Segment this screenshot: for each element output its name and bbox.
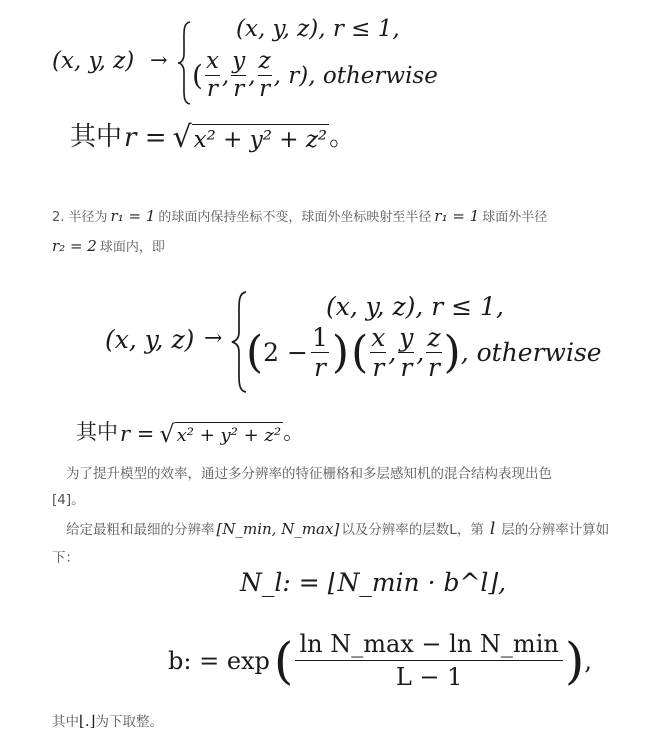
para2-text-d: 球面内，即 <box>99 240 165 255</box>
eq4-tail: , <box>584 646 592 675</box>
para5-prefix: 其中 <box>52 714 79 730</box>
para5 <box>52 710 163 730</box>
eq1-frac-r2: r <box>233 76 245 102</box>
eq2-frac-r2: r <box>400 353 413 382</box>
para3-line2: [4]。 <box>52 492 85 508</box>
para5-floor: ⌊.⌋ <box>79 712 96 730</box>
sqrt-icon: √ <box>172 120 192 155</box>
eq1-lhs: (x, y, z) <box>52 48 135 74</box>
para4-text-b: 以及分辨率的层数L，第 <box>341 522 484 538</box>
eq2-tail: , otherwise <box>460 338 602 367</box>
para2-text-b: 的球面内保持坐标不变，球面外坐标映射至半径 <box>158 210 432 225</box>
para4-text-c: 层的分辨率计算如 <box>501 522 610 538</box>
eq1-where-lhs: r = <box>124 123 167 153</box>
eq2-lhs: (x, y, z) <box>105 325 195 354</box>
para4-l: l <box>489 519 496 539</box>
equation-4: b: = exp ( $\frac{\text{ln N\_max − ln N\_min}}{L - 1}$ ) , <box>168 630 592 691</box>
eq2-where-prefix: 其中 <box>76 420 118 444</box>
eq2-case1: (x, y, z), r ≤ 1, <box>326 292 504 321</box>
left-brace-icon <box>176 20 192 106</box>
eq2-frac-r1: r <box>372 353 385 382</box>
eq2-frac-r0: r <box>313 353 326 382</box>
eq2-frac-r3: r <box>427 353 440 382</box>
eq1-frac-z: z <box>258 48 271 74</box>
para4-range: [N_min, N_max] <box>216 520 340 538</box>
eq1-frac-r1: r <box>206 76 218 102</box>
eq1-where-expr: x² + y² + z² <box>192 124 330 153</box>
equation-3 <box>240 568 506 597</box>
eq1-case1: (x, y, z), r ≤ 1, <box>236 16 400 42</box>
eq2-frac-x: x <box>371 323 386 352</box>
eq1-case2-tail: , r), otherwise <box>273 62 438 89</box>
eq1-case2: ( $\frac{x}{r}$ , $\frac{y}{r}$ , $\frac{z}{r}$ , r), otherwise <box>192 48 438 102</box>
eq2-where-end: 。 <box>283 420 305 444</box>
eq2-where-expr: x² + y² + z² <box>175 422 284 446</box>
eq1-frac-x: x <box>205 48 219 74</box>
para3-line1: 为了提升模型的效率，通过多分辨率的特征栅格和多层感知机的混合结构表现出色 <box>66 466 552 482</box>
para2-text-a: 2. 半径为 <box>52 210 108 225</box>
para2-line2 <box>52 236 165 255</box>
sqrt-icon: √ <box>159 420 175 448</box>
eq3-lhs: N_l: = <box>240 568 320 597</box>
para4-line2: 下： <box>52 550 79 566</box>
para4-text-a: 给定最粗和最细的分辨率 <box>66 522 215 538</box>
eq2-where <box>76 416 304 446</box>
eq1-where <box>70 116 355 153</box>
eq2-frac-z: z <box>427 323 441 352</box>
eq1-arrow: → <box>150 48 168 72</box>
para5-suffix: 为下取整。 <box>95 714 163 730</box>
para2-line1 <box>52 206 547 225</box>
eq1-where-end: 。 <box>329 122 356 152</box>
para2-r1b: r₁ = 1 <box>434 207 480 225</box>
para4-line1 <box>66 518 609 539</box>
eq4-den: L − 1 <box>395 663 463 691</box>
eq4-lhs: b: = exp <box>168 646 270 675</box>
para2-r1: r₁ = 1 <box>110 207 156 225</box>
eq2-case2: ( 2 − $\frac{1}{r}$ ) ( $\frac{x}{r}$ , $\frac{y}{r}$ , $\frac{z}{r}$ ) , otherwise <box>246 323 602 382</box>
eq3-rhs: ⌊N_min · b^l⌋, <box>327 568 507 597</box>
para2-text-c: 球面外半径 <box>482 210 548 225</box>
eq2-two-minus: 2 − <box>263 338 308 367</box>
eq1-frac-r3: r <box>259 76 271 102</box>
eq1-frac-y: y <box>232 48 246 74</box>
eq2-where-lhs: r = <box>120 422 155 446</box>
eq4-num: ln N_max − ln N_min <box>295 632 562 661</box>
eq1-where-prefix: 其中 <box>70 122 123 152</box>
eq2-one: 1 <box>311 323 328 352</box>
para2-r2: r₂ = 2 <box>52 237 97 255</box>
eq2-arrow: → <box>204 326 223 351</box>
eq2-frac-y: y <box>399 323 414 352</box>
